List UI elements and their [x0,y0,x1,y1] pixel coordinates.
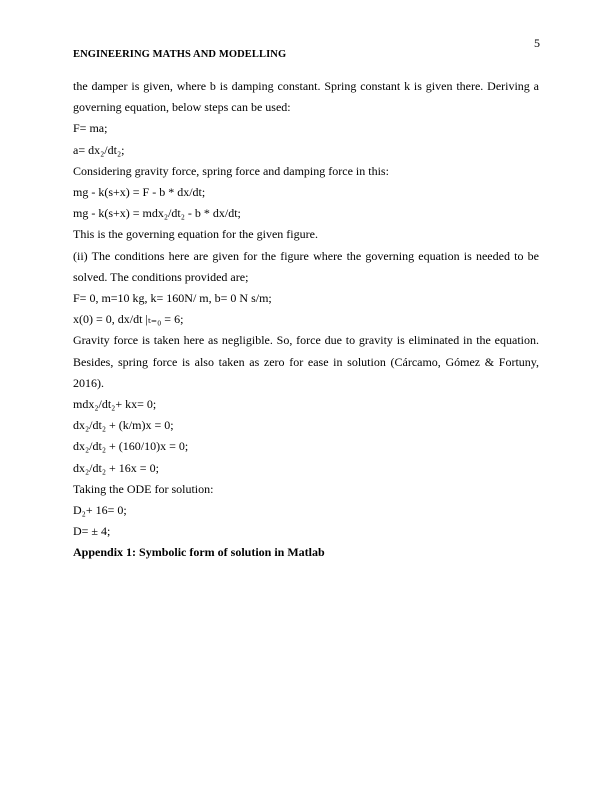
equation-force-balance: mg - k(s+x) = F - b * dx/dt; [73,185,206,200]
equation-newton: F= ma; [73,121,108,136]
appendix-heading: Appendix 1: Symbolic form of solution in Matlab [73,545,325,560]
equation-initial-conditions: x(0) = 0, dx/dt |ₜ₌₀ = 6; [73,312,184,327]
equation-roots: D= ± 4; [73,524,111,539]
equation-governing: mg - k(s+x) = mdx₂/dt₂ - b * dx/dt; [73,206,241,221]
paragraph-conditions: (ii) The conditions here are given for the figure where the governing equation is needed to be solved. The conditions provided are; [73,248,539,284]
paragraph-damper-intro: the damper is given, where b is damping constant. Spring constant k is given there. Deriving a governing equation, below steps can be used: [73,79,539,115]
paragraph-ode-solution: Taking the ODE for solution: [73,481,214,496]
body-text [73,76,539,564]
paragraph-governing-note: This is the governing equation for the given figure. [73,227,318,242]
equation-ode-4: dx₂/dt₂ + 16x = 0; [73,460,159,475]
equation-acceleration: a= dx₂/dt₂; [73,142,125,157]
equation-ode-2: dx₂/dt₂ + (k/m)x = 0; [73,418,174,433]
page-number: 5 [534,36,540,50]
equation-characteristic: D₂+ 16= 0; [73,503,127,518]
running-head: ENGINEERING MATHS AND MODELLING [73,49,287,60]
equation-parameters: F= 0, m=10 kg, k= 160N/ m, b= 0 N s/m; [73,291,272,306]
paragraph-forces: Considering gravity force, spring force and damping force in this: [73,163,389,178]
equation-ode-3: dx₂/dt₂ + (160/10)x = 0; [73,439,189,454]
paragraph-gravity: Gravity force is taken here as negligible. So, force due to gravity is eliminated in the equation. Besides, spring force is also taken as zero for ease in solution (Cárcamo, Gómez & Fortuny, 2016). [73,333,539,390]
equation-ode-1: mdx₂/dt₂+ kx= 0; [73,397,157,412]
